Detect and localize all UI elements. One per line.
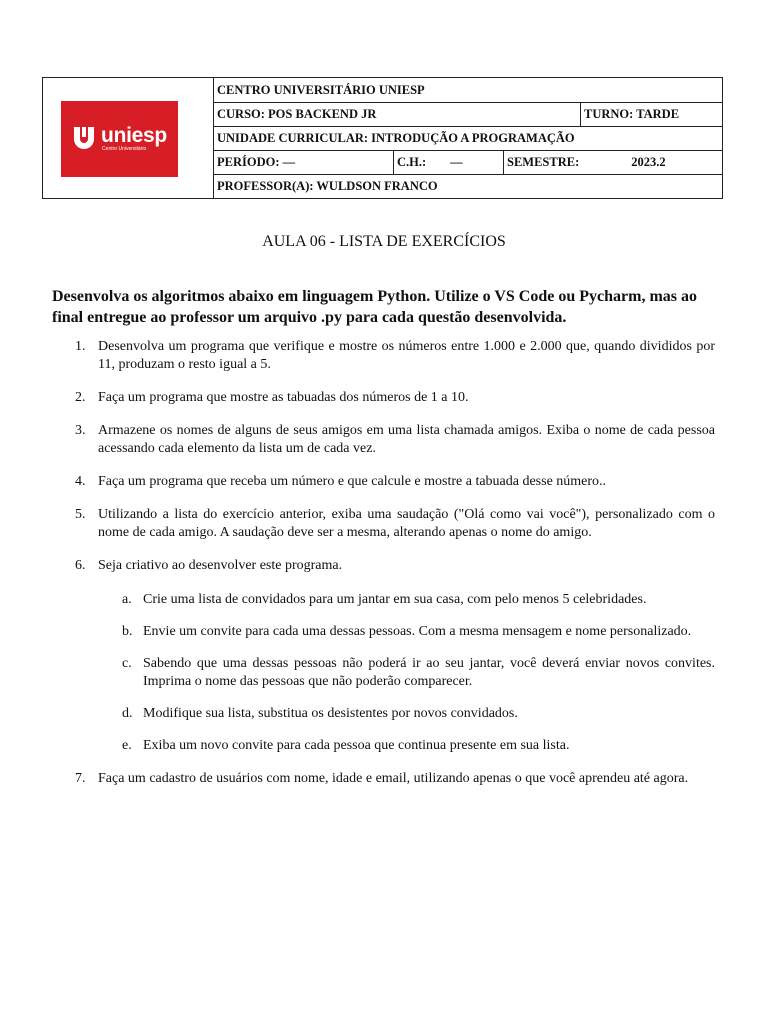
sub-item-letter: c.: [122, 656, 132, 671]
item-text: Desenvolva um programa que verifique e mostre os números entre 1.000 e 2.000 que, quando divididos por 11, produzam o resto igual a 5.: [98, 339, 715, 372]
sub-list-item: [52, 623, 715, 641]
logo-subtitle: Centro Universitário: [102, 146, 147, 152]
curricular-unit: UNIDADE CURRICULAR: INTRODUÇÃO A PROGRAMAÇÃO: [217, 131, 575, 145]
semester: [504, 151, 722, 174]
institution-name: CENTRO UNIVERSITÁRIO UNIESP: [217, 82, 425, 97]
sub-item-letter: b.: [122, 624, 133, 639]
list-item: [52, 473, 715, 491]
institution-row: [214, 78, 722, 103]
exercise-list: [52, 338, 715, 803]
item-number: 1.: [75, 339, 86, 354]
item-number: 5.: [75, 507, 86, 522]
workload-value: —: [450, 155, 463, 169]
sub-list-item: [52, 705, 715, 723]
professor: PROFESSOR(A): WULDSON FRANCO: [217, 179, 438, 193]
shift: TURNO: TARDE: [584, 107, 680, 121]
sub-list-item: [52, 655, 715, 691]
semester-label: SEMESTRE:: [507, 155, 580, 169]
list-item: [52, 506, 715, 542]
course-info-table: [214, 78, 723, 198]
logo-cell: [42, 78, 214, 198]
sub-list-item: [52, 591, 715, 609]
item-text: Utilizando a lista do exercício anterior, exiba uma saudação ("Olá como vai você"), personalizado com o nome de cada amigo. A saudação deve ser a mesma, alterando apenas o nome do amigo.: [98, 507, 715, 540]
course-row: [214, 103, 722, 127]
item-number: 4.: [75, 474, 86, 489]
period: PERÍODO: —: [214, 151, 394, 174]
sub-item-text: Exiba um novo convite para cada pessoa que continua presente em sua lista.: [143, 738, 570, 753]
uniesp-logo: [61, 101, 178, 177]
sub-item-text: Crie uma lista de convidados para um jantar em sua casa, com pelo menos 5 celebridades.: [143, 592, 647, 607]
period-row: [214, 151, 722, 175]
sub-item-letter: a.: [122, 592, 132, 607]
item-number: 6.: [75, 558, 86, 573]
item-number: 3.: [75, 423, 86, 438]
list-item: [52, 422, 715, 458]
item-number: 2.: [75, 390, 86, 405]
sub-list-item: [52, 737, 715, 755]
sub-item-letter: e.: [122, 738, 132, 753]
workload: [394, 151, 504, 174]
item-text: Seja criativo ao desenvolver este programa.: [98, 558, 343, 573]
sub-item-text: Sabendo que uma dessas pessoas não poderá ir ao seu jantar, você deverá enviar novos convites. Imprima o nome das pessoas que não poderão comparecer.: [143, 656, 715, 689]
list-item: [52, 557, 715, 755]
sub-item-text: Modifique sua lista, substitua os desistentes por novos convidados.: [143, 706, 518, 721]
sub-item-letter: d.: [122, 706, 133, 721]
instructions: Desenvolva os algoritmos abaixo em linguagem Python. Utilize o VS Code ou Pycharm, mas ao final entregue ao professor um arquivo .py para cada questão desenvolvida.: [52, 288, 698, 326]
document-header: [42, 77, 723, 199]
sub-item-text: Envie um convite para cada uma dessas pessoas. Com a mesma mensagem e nome personalizado.: [143, 624, 692, 639]
item-text: Faça um programa que mostre as tabuadas dos números de 1 a 10.: [98, 390, 469, 405]
item-text: Faça um cadastro de usuários com nome, idade e email, utilizando apenas o que você aprendeu até agora.: [98, 771, 689, 786]
page-title: AULA 06 - LISTA DE EXERCÍCIOS: [262, 233, 506, 250]
list-item: [52, 770, 715, 788]
professor-row: [214, 175, 722, 198]
uniesp-shield-icon: [72, 125, 96, 153]
workload-label: C.H.:: [397, 155, 427, 169]
item-text: Armazene os nomes de alguns de seus amigos em uma lista chamada amigos. Exiba o nome de cada pessoa acessando cada elemento da lista um de cada vez.: [98, 423, 715, 456]
sub-list: [98, 591, 715, 755]
course-name: CURSO: POS BACKEND JR: [214, 103, 581, 126]
item-number: 7.: [75, 771, 86, 786]
item-text: Faça um programa que receba um número e que calcule e mostre a tabuada desse número..: [98, 474, 607, 489]
curricular-unit-row: [214, 127, 722, 151]
list-item: [52, 338, 715, 374]
list-item: [52, 389, 715, 407]
logo-wordmark: uniesp: [101, 124, 167, 147]
semester-value: 2023.2: [631, 155, 666, 169]
